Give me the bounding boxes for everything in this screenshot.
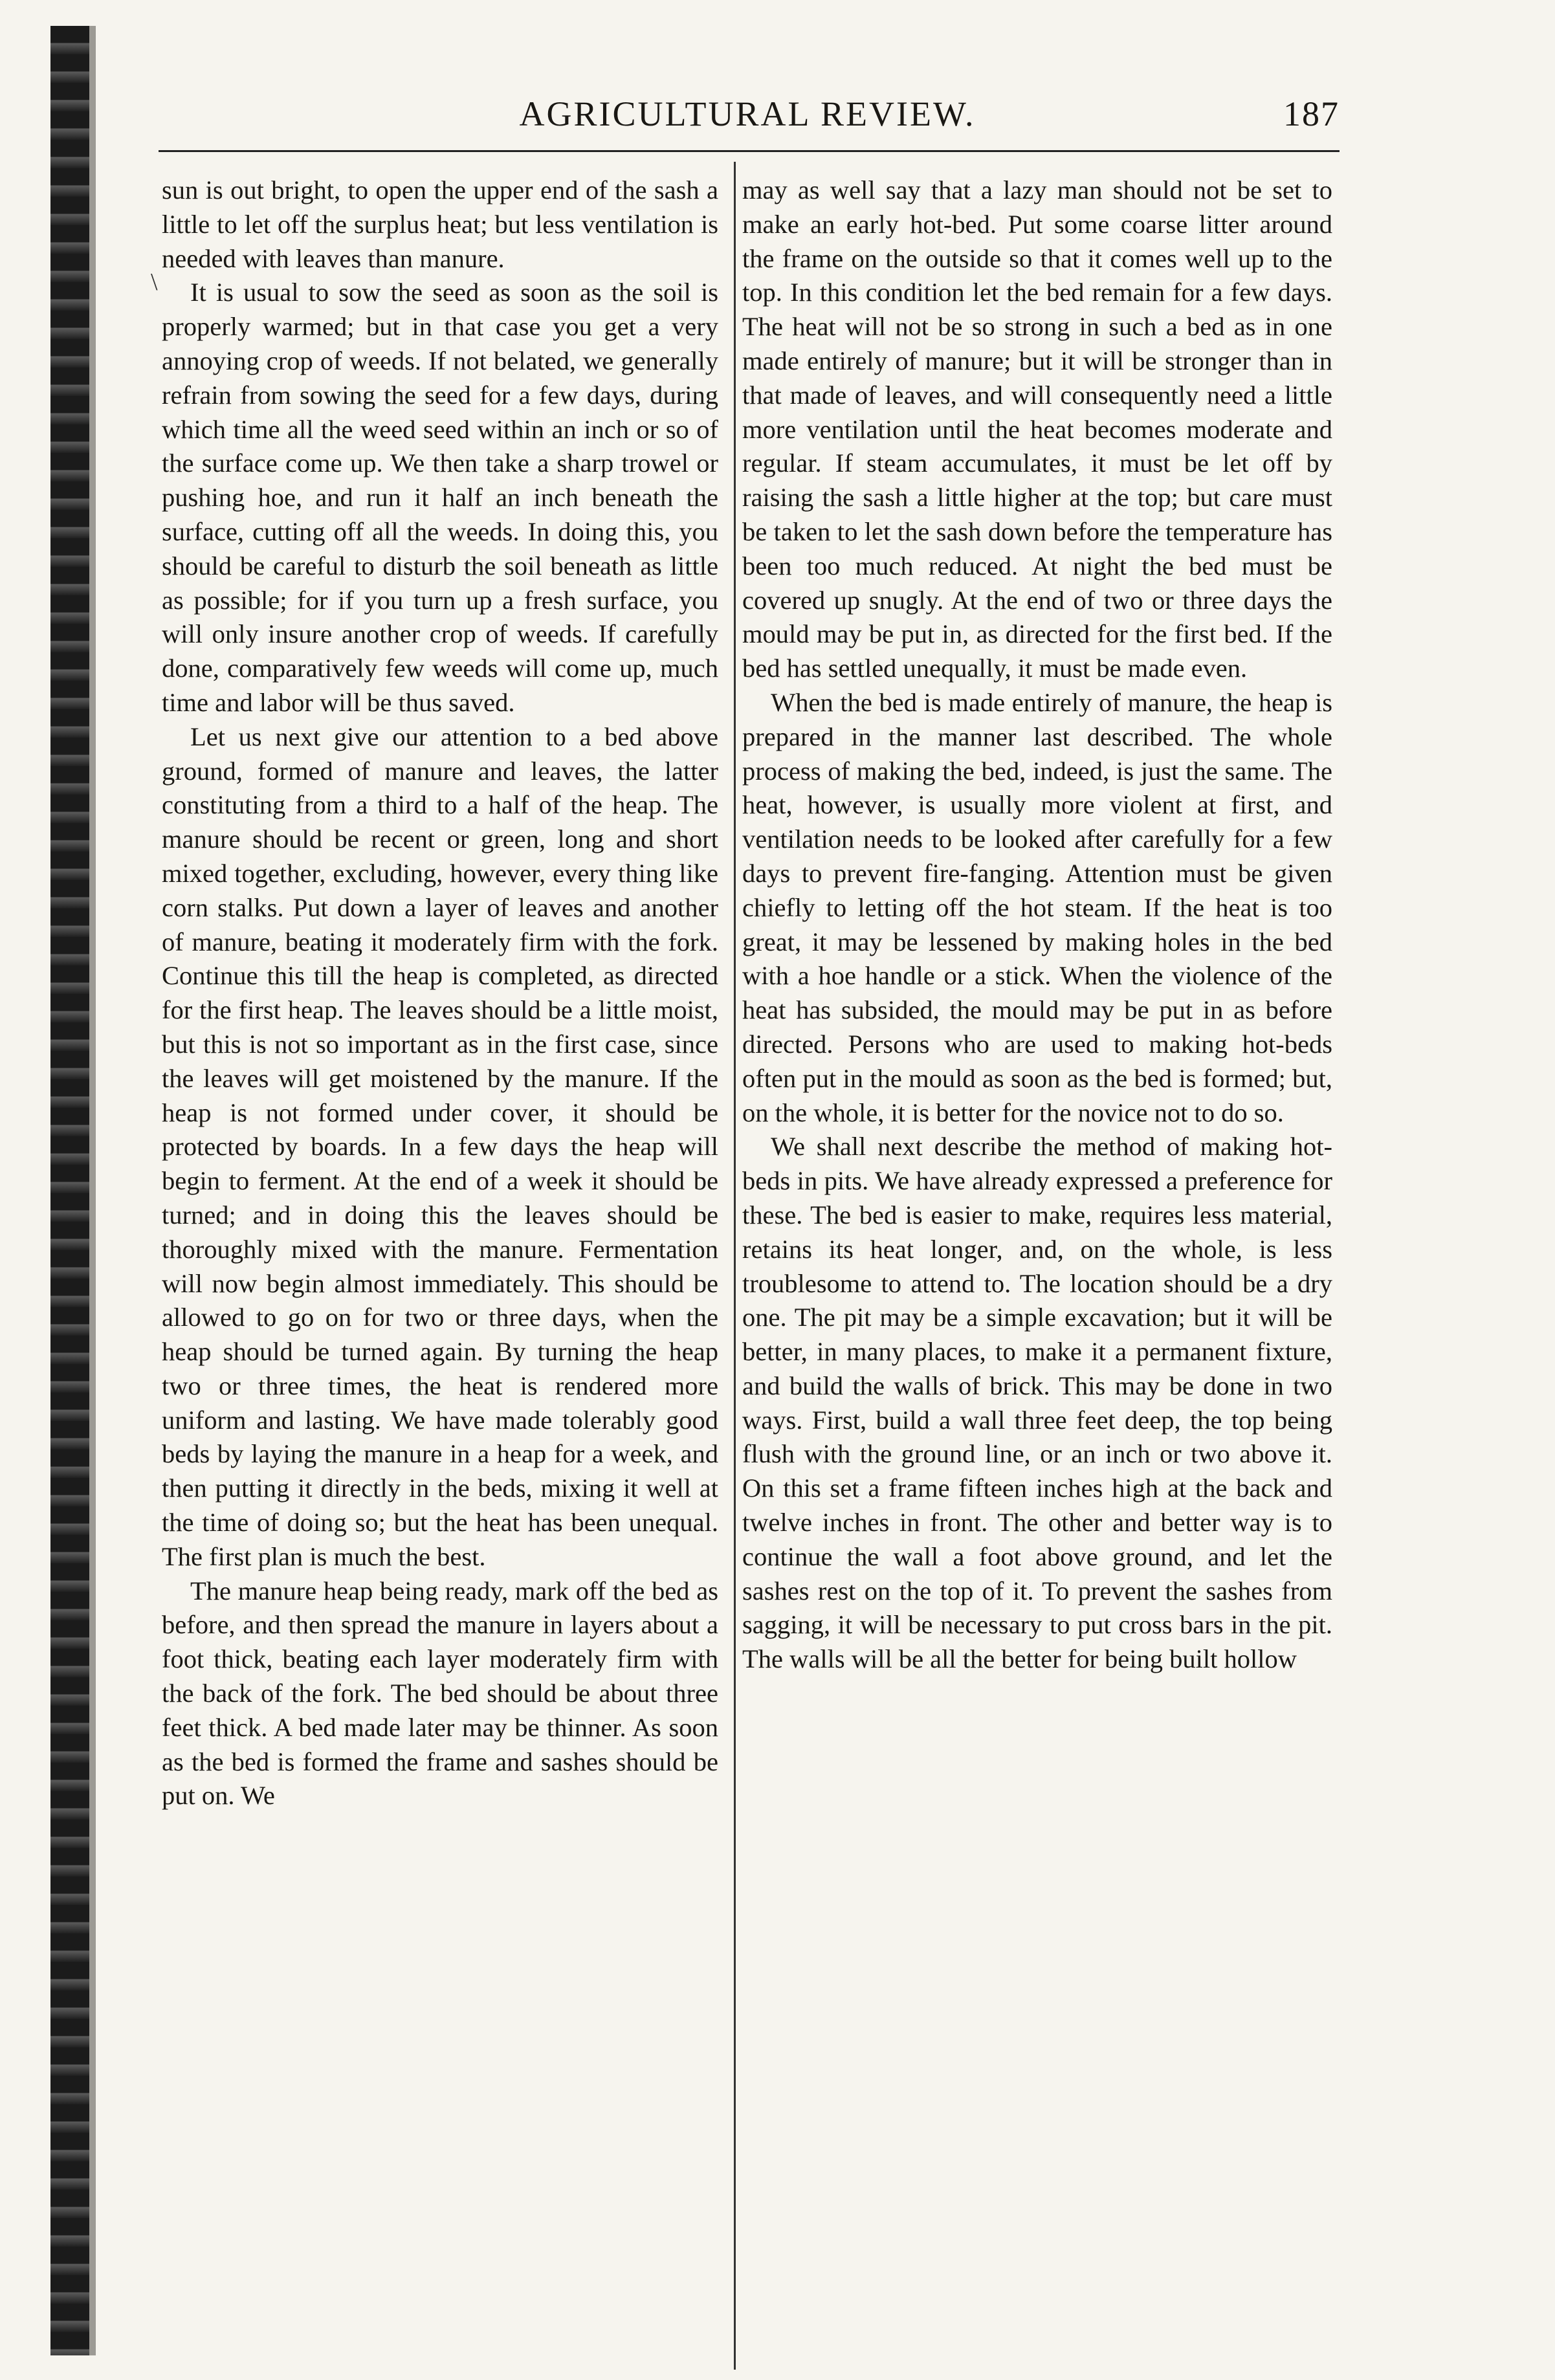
binding-edge (50, 26, 89, 2355)
right-column (742, 173, 1332, 2374)
paragraph: It is usual to sow the seed as soon as the soil is properly warmed; but in that case you get a very annoying crop of weeds. If not belated, we generally refrain from sowing the seed for a few days, during which time all the weed seed within an inch or so of the surface come up. We then take a sharp trowel or pushing hoe, and run it half an inch beneath the surface, cutting off all the weeds. In doing this, you should be careful to disturb the soil beneath as little as possible; for if you turn up a fresh surface, you will only insure another crop of weeds. If carefully done, comparatively few weeds will come up, much time and labor will be thus saved. (162, 278, 718, 717)
header-rule (159, 150, 1340, 152)
column-divider (734, 162, 736, 2370)
page-header (159, 94, 1340, 139)
page-number: 187 (1283, 94, 1340, 133)
running-head: AGRICULTURAL REVIEW. (519, 94, 976, 133)
paragraph: When the bed is made entirely of manure, the heap is prepared in the manner last described. The whole process of making the bed, indeed, is just the same. The heat, however, is usually more violent at first, and ventilation needs to be looked after carefully for a few days to prevent fire-fanging. Attention must be given chiefly to letting off the hot steam. If the heat is too great, it may be lessened by making holes in the bed with a hoe handle or a stick. When the violence of the heat has subsided, the mould may be put in as before directed. Persons who are used to making hot-beds often put in the mould as soon as the bed is formed; but, on the whole, it is better for the novice not to do so. (742, 687, 1332, 1127)
paragraph: sun is out bright, to open the upper end of the sash a little to let off the surplus heat; but less ventilation is needed with leaves than manure. (162, 175, 718, 273)
paragraph: Let us next give our attention to a bed above ground, formed of manure and leaves, the latter constituting from a third to a half of the heap. The manure should be recent or green, long and short mixed together, excluding, however, every thing like corn stalks. Put down a layer of leaves and another of manure, beating it moderately firm with the fork. Continue this till the heap is completed, as directed for the first heap. The leaves should be a little moist, but this is not so important as in the first case, since the leaves will get moistened by the manure. If the heap is not formed under cover, it should be protected by boards. In a few days the heap will begin to ferment. At the end of a week it should be turned; and in doing this the leaves should be thoroughly mixed with the manure. Fermentation will now begin almost immediately. This should be allowed to go on for two or three days, when the heap should be turned again. By turning the heap two or three times, the heat is rendered more uniform and lasting. We have made tolerably good beds by laying the manure in a heap for a week, and then putting it directly in the beds, mixing it well at the time of doing so; but the heat has been unequal. The first plan is much the best. (162, 722, 718, 1571)
paragraph: We shall next describe the method of making hot-beds in pits. We have already expressed a preference for these. The bed is easier to make, requires less material, retains its heat longer, and, on the whole, is less troublesome to attend to. The location should be a dry one. The pit may be a simple excavation; but it will be better, in many places, to make it a permanent fixture, and build the walls of brick. This may be done in two ways. First, build a wall three feet deep, the top being flush with the ground line, or an inch or two above it. On this set a frame fifteen inches high at the back and twelve inches in front. The other and better way is to continue the wall a foot above ground, and let the sashes rest on the top of it. To prevent the sashes from sagging, it will be necessary to put cross bars in the pit. The walls will be all the better for being built hollow (742, 1132, 1332, 1674)
binding-shadow (89, 26, 96, 2355)
left-column (162, 173, 718, 2374)
paragraph: may as well say that a lazy man should not be set to make an early hot-bed. Put some coarse litter around the frame on the outside so that it comes well up to the top. In this condition let the bed remain for a few days. The heat will not be so strong in such a bed as in one made entirely of manure; but it will be stronger than in that made of leaves, and will consequently need a little more ventilation until the heat becomes moderate and regular. If steam accumulates, it must be let off by raising the sash a little higher at the top; but care must be taken to let the sash down before the temperature has been too much reduced. At night the bed must be covered up snugly. At the end of two or three days the mould may be put in, as directed for the first bed. If the bed has settled unequally, it must be made even. (742, 175, 1332, 683)
paragraph: The manure heap being ready, mark off the bed as before, and then spread the manure in layers about a foot thick, beating each layer moderately firm with the back of the fork. The bed should be about three feet thick. A bed made later may be thinner. As soon as the bed is formed the frame and sashes should be put on. We (162, 1576, 718, 1811)
margin-mark: \ (151, 269, 158, 296)
